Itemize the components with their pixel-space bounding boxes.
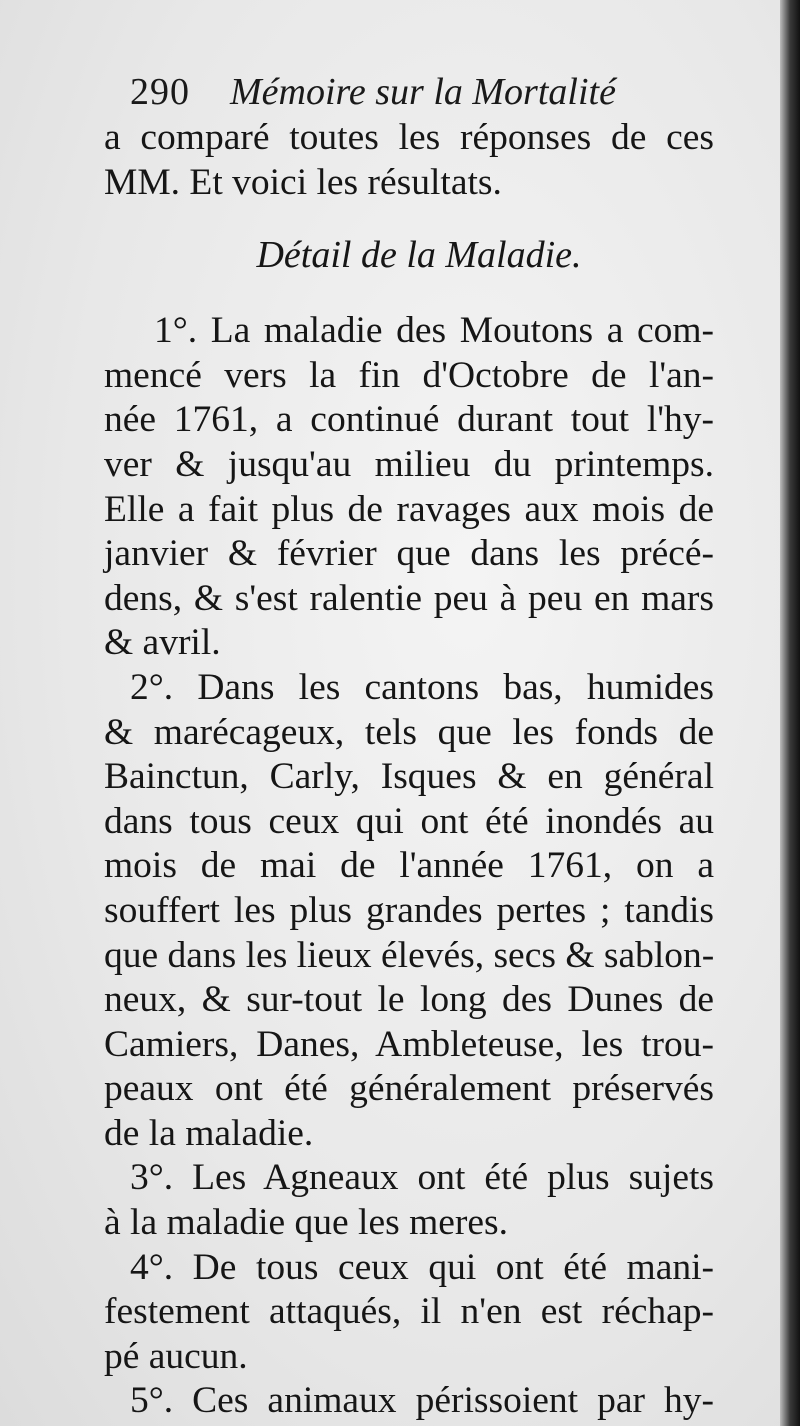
text-line: 5°. Ces animaux périssoient par hy- bbox=[130, 1380, 714, 1422]
text-line: mois de mai de l'année 1761, on a bbox=[104, 845, 714, 887]
paragraph-4 bbox=[104, 1246, 714, 1380]
paragraph-2 bbox=[104, 666, 714, 1157]
text-line: peaux ont été généralement préservés bbox=[104, 1068, 714, 1110]
text-line: & marécageux, tels que les fonds de bbox=[104, 711, 714, 753]
text-line: 3°. Les Agneaux ont été plus sujets bbox=[130, 1157, 714, 1199]
body-text bbox=[104, 116, 714, 1424]
section-heading: Détail de la Maladie. bbox=[256, 234, 582, 277]
text-line: à la maladie que les meres. bbox=[104, 1202, 508, 1244]
paragraph-5 bbox=[104, 1379, 714, 1424]
text-line: janvier & février que dans les précé- bbox=[104, 533, 714, 575]
text-line: Bainctun, Carly, Isques & en général bbox=[104, 756, 714, 798]
text-line: dans tous ceux qui ont été inondés au bbox=[104, 800, 714, 842]
running-head: Mémoire sur la Mortalité bbox=[230, 71, 616, 113]
paragraph-1 bbox=[104, 309, 714, 666]
intro-line: a comparé toutes les réponses de ces bbox=[104, 117, 714, 158]
text-line: dens, & s'est ralentie peu à peu en mars bbox=[104, 577, 714, 619]
page-edge-shadow bbox=[780, 0, 800, 1426]
paragraph-3 bbox=[104, 1156, 714, 1245]
text-line: 1°. La maladie des Moutons a com- bbox=[154, 310, 714, 352]
text-line: Elle a fait plus de ravages aux mois de bbox=[104, 488, 714, 530]
text-line: festement attaqués, il n'en est réchap- bbox=[104, 1291, 714, 1333]
intro-line: MM. Et voici les résultats. bbox=[104, 161, 502, 203]
page-number: 290 bbox=[130, 71, 190, 113]
text-line: neux, & sur-tout le long des Dunes de bbox=[104, 979, 714, 1021]
text-line: 2°. Dans les cantons bas, humides bbox=[130, 666, 714, 708]
text-line: pé aucun. bbox=[104, 1335, 248, 1377]
text-line: Camiers, Danes, Ambleteuse, les trou- bbox=[104, 1023, 714, 1065]
text-line: de la maladie. bbox=[104, 1112, 314, 1154]
text-line: 4°. De tous ceux qui ont été mani- bbox=[130, 1246, 714, 1288]
text-line: née 1761, a continué durant tout l'hy- bbox=[104, 399, 714, 441]
text-line: mencé vers la fin d'Octobre de l'an- bbox=[104, 354, 714, 396]
text-line: souffert les plus grandes pertes ; tandis bbox=[104, 889, 714, 931]
text-line: que dans les lieux élevés, secs & sablon- bbox=[104, 934, 715, 976]
text-line: ver & jusqu'au milieu du printemps. bbox=[104, 443, 714, 485]
text-line: & avril. bbox=[104, 622, 221, 664]
